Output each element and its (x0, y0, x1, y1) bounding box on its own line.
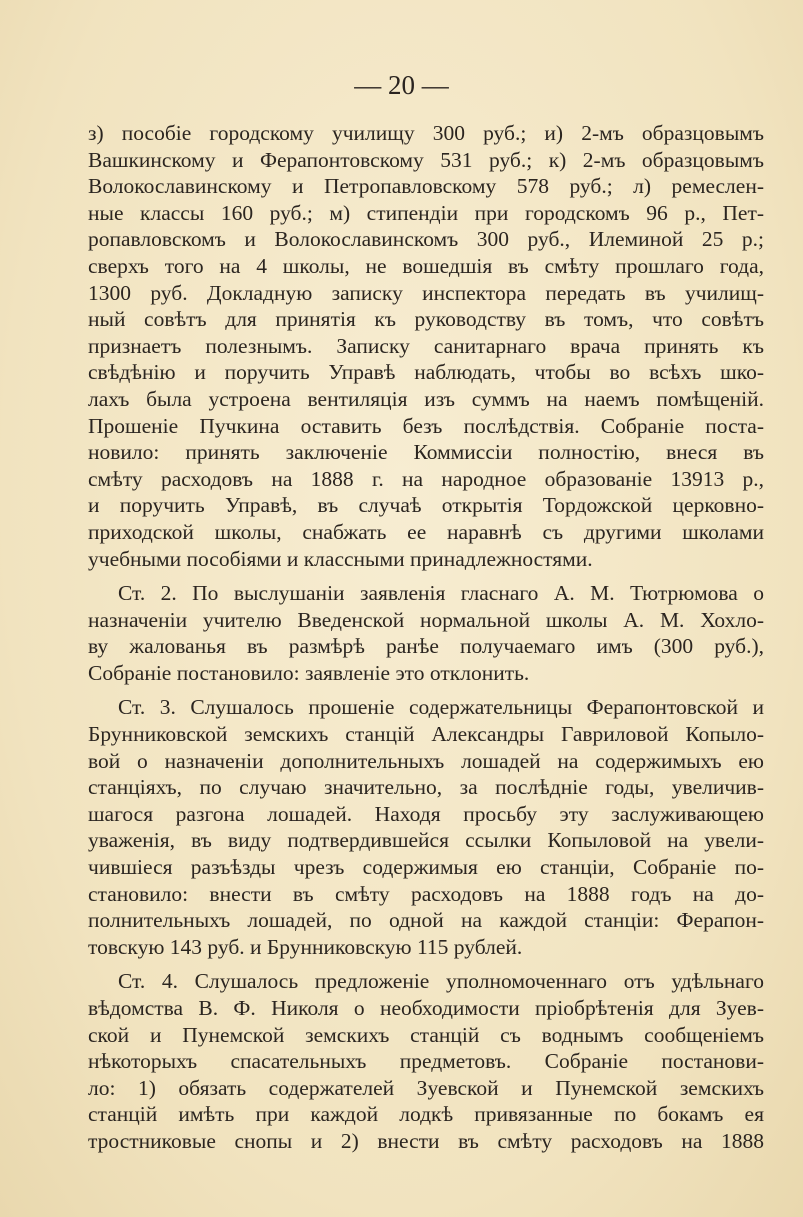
text-line: вѣдомства В. Ф. Николя о необходимости пріобрѣтенія для Зуев- (88, 996, 764, 1020)
text-line: учебными пособіями и классными принадлежностями. (88, 546, 593, 571)
text-line: полнительныхъ лошадей, по одной на каждой станціи: Ферапон- (88, 908, 764, 933)
text-line: тростниковые снопы и 2) внести въ смѣту расходовъ на 1888 (88, 1128, 764, 1153)
text-line: шагося разгона лошадей. Находя просьбу эту заслуживающею (88, 801, 764, 826)
text-line: уваженія, въ виду подтвердившейся ссылки Копыловой на увели- (88, 828, 764, 853)
paragraph-gap (88, 572, 764, 580)
text-line: и поручить Управѣ, въ случаѣ открытія Тордожской церковно- (88, 493, 764, 518)
text-line: ропавловскомъ и Волокославинскомъ 300 руб., Илеминой 25 р.; (88, 227, 764, 252)
text-line: назначеніи учителю Введенской нормальной школы А. М. Хохло- (88, 607, 764, 632)
text-line: становило: внести въ смѣту расходовъ на 1888 годъ на до- (88, 881, 764, 906)
text-line: Прошеніе Пучкина оставить безъ послѣдствія. Собраніе поста- (88, 413, 764, 438)
text-line: ные классы 160 руб.; м) стипендіи при городскомъ 96 р., Пет- (88, 200, 764, 225)
text-line: ло: 1) обязать содержателей Зуевской и Пунемской земскихъ (88, 1075, 764, 1100)
text-line: Вашкинскому и Ферапонтовскому 531 руб.; к) 2-мъ образцовымъ (88, 147, 764, 172)
text-line: вой о назначеніи дополнительныхъ лошадей на содержимыхъ ею (88, 748, 764, 773)
text-line: станціяхъ, по случаю значительно, за послѣдніе годы, увеличив- (88, 775, 764, 800)
text-line: з) пособіе городскому училищу 300 руб.; и) 2-мъ образцовымъ (88, 121, 764, 145)
text-line: чившіеся разъѣзды чрезъ содержимыя ею станціи, Собраніе по- (88, 855, 764, 880)
text-line: Ст. 3. Слушалось прошеніе содержательницы Ферапонтовской и (118, 695, 764, 720)
text-line: Ст. 4. Слушалось предложеніе уполномоченнаго отъ удѣльнаго (118, 969, 764, 994)
paragraph-gap (88, 960, 764, 968)
text-line: смѣту расходовъ на 1888 г. на народное образованіе 13913 р., (88, 466, 764, 491)
text-line: станцій имѣть при каждой лодкѣ привязанные по бокамъ ея (88, 1102, 764, 1127)
text-line: нѣкоторыхъ спасательныхъ предметовъ. Собраніе постанови- (88, 1049, 764, 1074)
text-line: ву жалованья въ размѣрѣ ранѣе получаемаго имъ (300 руб.), (88, 634, 764, 659)
text-line: 1300 руб. Докладную записку инспектора передать въ училищ- (88, 280, 764, 305)
text-line: сверхъ того на 4 школы, не вошедшія въ смѣту прошлаго года, (88, 253, 764, 278)
paragraph-gap (88, 686, 764, 694)
text-line: свѣдѣнію и поручить Управѣ наблюдать, чтобы во всѣхъ шко- (88, 360, 764, 385)
text-line: ный совѣтъ для принятія къ руководству въ томъ, что совѣтъ (88, 307, 764, 332)
paragraph-4 (88, 968, 764, 1154)
paragraph-3 (88, 694, 764, 960)
text-line: Ст. 2. По выслушаніи заявленія гласнаго А. М. Тютрюмова о (118, 581, 764, 606)
text-line: товскую 143 руб. и Брунниковскую 115 рублей. (88, 934, 523, 959)
text-line: Волокославинскому и Петропавловскому 578 руб.; л) ремеслен- (88, 174, 764, 199)
text-line: признаетъ полезнымъ. Записку санитарнаго врача принять къ (88, 333, 764, 358)
text-line: новило: принять заключеніе Коммиссіи полностію, внеся въ (88, 440, 764, 465)
text-line: ской и Пунемской земскихъ станцій съ воднымъ сообщеніемъ (88, 1022, 764, 1047)
paragraph-1 (88, 120, 764, 572)
body-text (88, 120, 764, 1155)
text-line: Собраніе постановило: заявленіе это отклонить. (88, 660, 530, 685)
text-line: Брунниковской земскихъ станцій Александры Гавриловой Копыло- (88, 722, 764, 747)
paragraph-2 (88, 580, 764, 686)
text-line: приходской школы, снабжать ее наравнѣ съ другими школами (88, 519, 764, 544)
text-line: лахъ была устроена вентиляція изъ суммъ на наемъ помѣщеній. (88, 386, 764, 411)
page-number: — 20 — (354, 70, 449, 100)
